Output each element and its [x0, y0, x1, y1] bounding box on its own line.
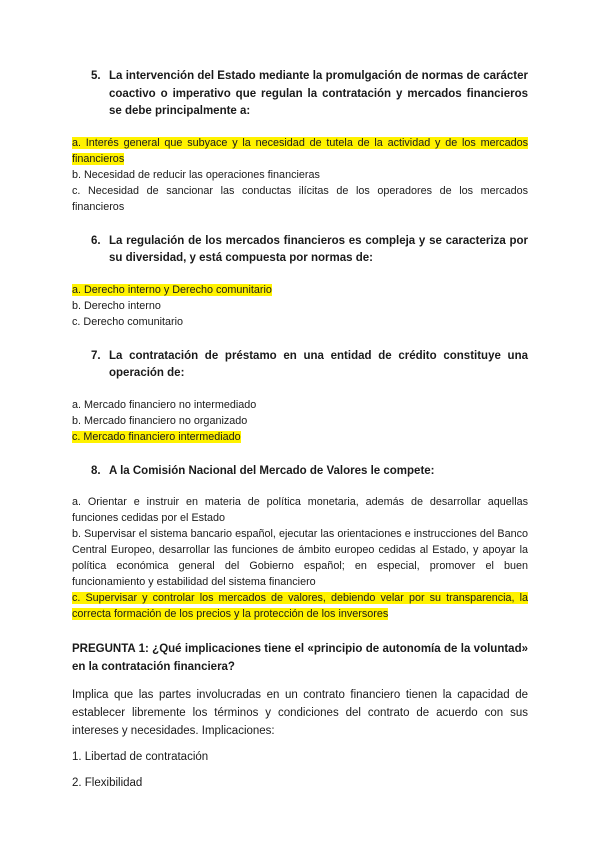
- question-number: 8.: [91, 464, 101, 477]
- question-text: A la Comisión Nacional del Mercado de Valores le compete:: [109, 464, 435, 477]
- option-b: b. Derecho interno: [72, 299, 161, 312]
- document-page: [72, 68, 528, 800]
- question-text: La regulación de los mercados financieros es compleja y se caracteriza por su diversidad, y está compuesta por normas de:: [109, 234, 528, 264]
- option-c: [72, 429, 528, 445]
- question-7: [91, 348, 528, 383]
- highlighted-answer: a. Derecho interno y Derecho comunitario: [72, 283, 272, 296]
- option-a: [72, 135, 528, 167]
- implication-item: 1. Libertad de contratación: [72, 751, 209, 763]
- option-a: a. Mercado financiero no intermediado: [72, 398, 257, 411]
- question-number: 6.: [91, 234, 101, 247]
- question-7-options: [72, 397, 528, 445]
- pregunta-title: PREGUNTA 1: ¿Qué implicaciones tiene el «principio de autonomía de la voluntad» en la contratación financiera?: [72, 643, 528, 673]
- option-c: [72, 590, 528, 622]
- implication-item: 2. Flexibilidad: [72, 777, 143, 789]
- option-c: c. Necesidad de sancionar las conductas ilícitas de los operadores de los mercados financieros: [72, 184, 528, 213]
- option-b: b. Necesidad de reducir las operaciones financieras: [72, 168, 320, 181]
- question-text: La intervención del Estado mediante la promulgación de normas de carácter coactivo o imperativo que regulan la contratación y mercados financieros se debe principalmente a:: [109, 70, 528, 117]
- question-8-options: [72, 494, 528, 622]
- question-6-options: [72, 282, 528, 330]
- highlighted-answer: c. Supervisar y controlar los mercados de valores, debiendo velar por su transparencia, la correcta formación de los precios y la protección de los inversores: [72, 592, 528, 620]
- question-6: [91, 233, 528, 268]
- question-number: 5.: [91, 70, 101, 82]
- option-b: b. Supervisar el sistema bancario español, ejecutar las orientaciones e instrucciones del Banco Central Europeo, desarrollar las funciones de ámbito europeo cedidas al Estado, y apoyar la política económica general del Gobierno español; en especial, promover el buen funcionamiento y estabilidad del sistema financiero: [72, 528, 528, 588]
- option-a: [72, 282, 528, 298]
- question-text: La contratación de préstamo en una entidad de crédito constituye una operación de:: [109, 349, 528, 379]
- option-a: a. Orientar e instruir en materia de política monetaria, además de desarrollar aquellas funciones cedidas por el Estado: [72, 496, 528, 524]
- pregunta-answer: Implica que las partes involucradas en un contrato financiero tienen la capacidad de establecer libremente los términos y condiciones del contrato de acuerdo con sus intereses y necesidades. Implicaciones:: [72, 689, 528, 737]
- question-number: 7.: [91, 349, 101, 362]
- question-5-options: [72, 135, 528, 215]
- highlighted-answer: a. Interés general que subyace y la necesidad de tutela de la actividad y de los mercados financieros: [72, 136, 528, 165]
- question-5: [91, 68, 528, 121]
- question-8: [91, 463, 528, 481]
- option-c: c. Derecho comunitario: [72, 315, 184, 328]
- highlighted-answer: c. Mercado financiero intermediado: [72, 430, 241, 443]
- option-b: b. Mercado financiero no organizado: [72, 414, 248, 427]
